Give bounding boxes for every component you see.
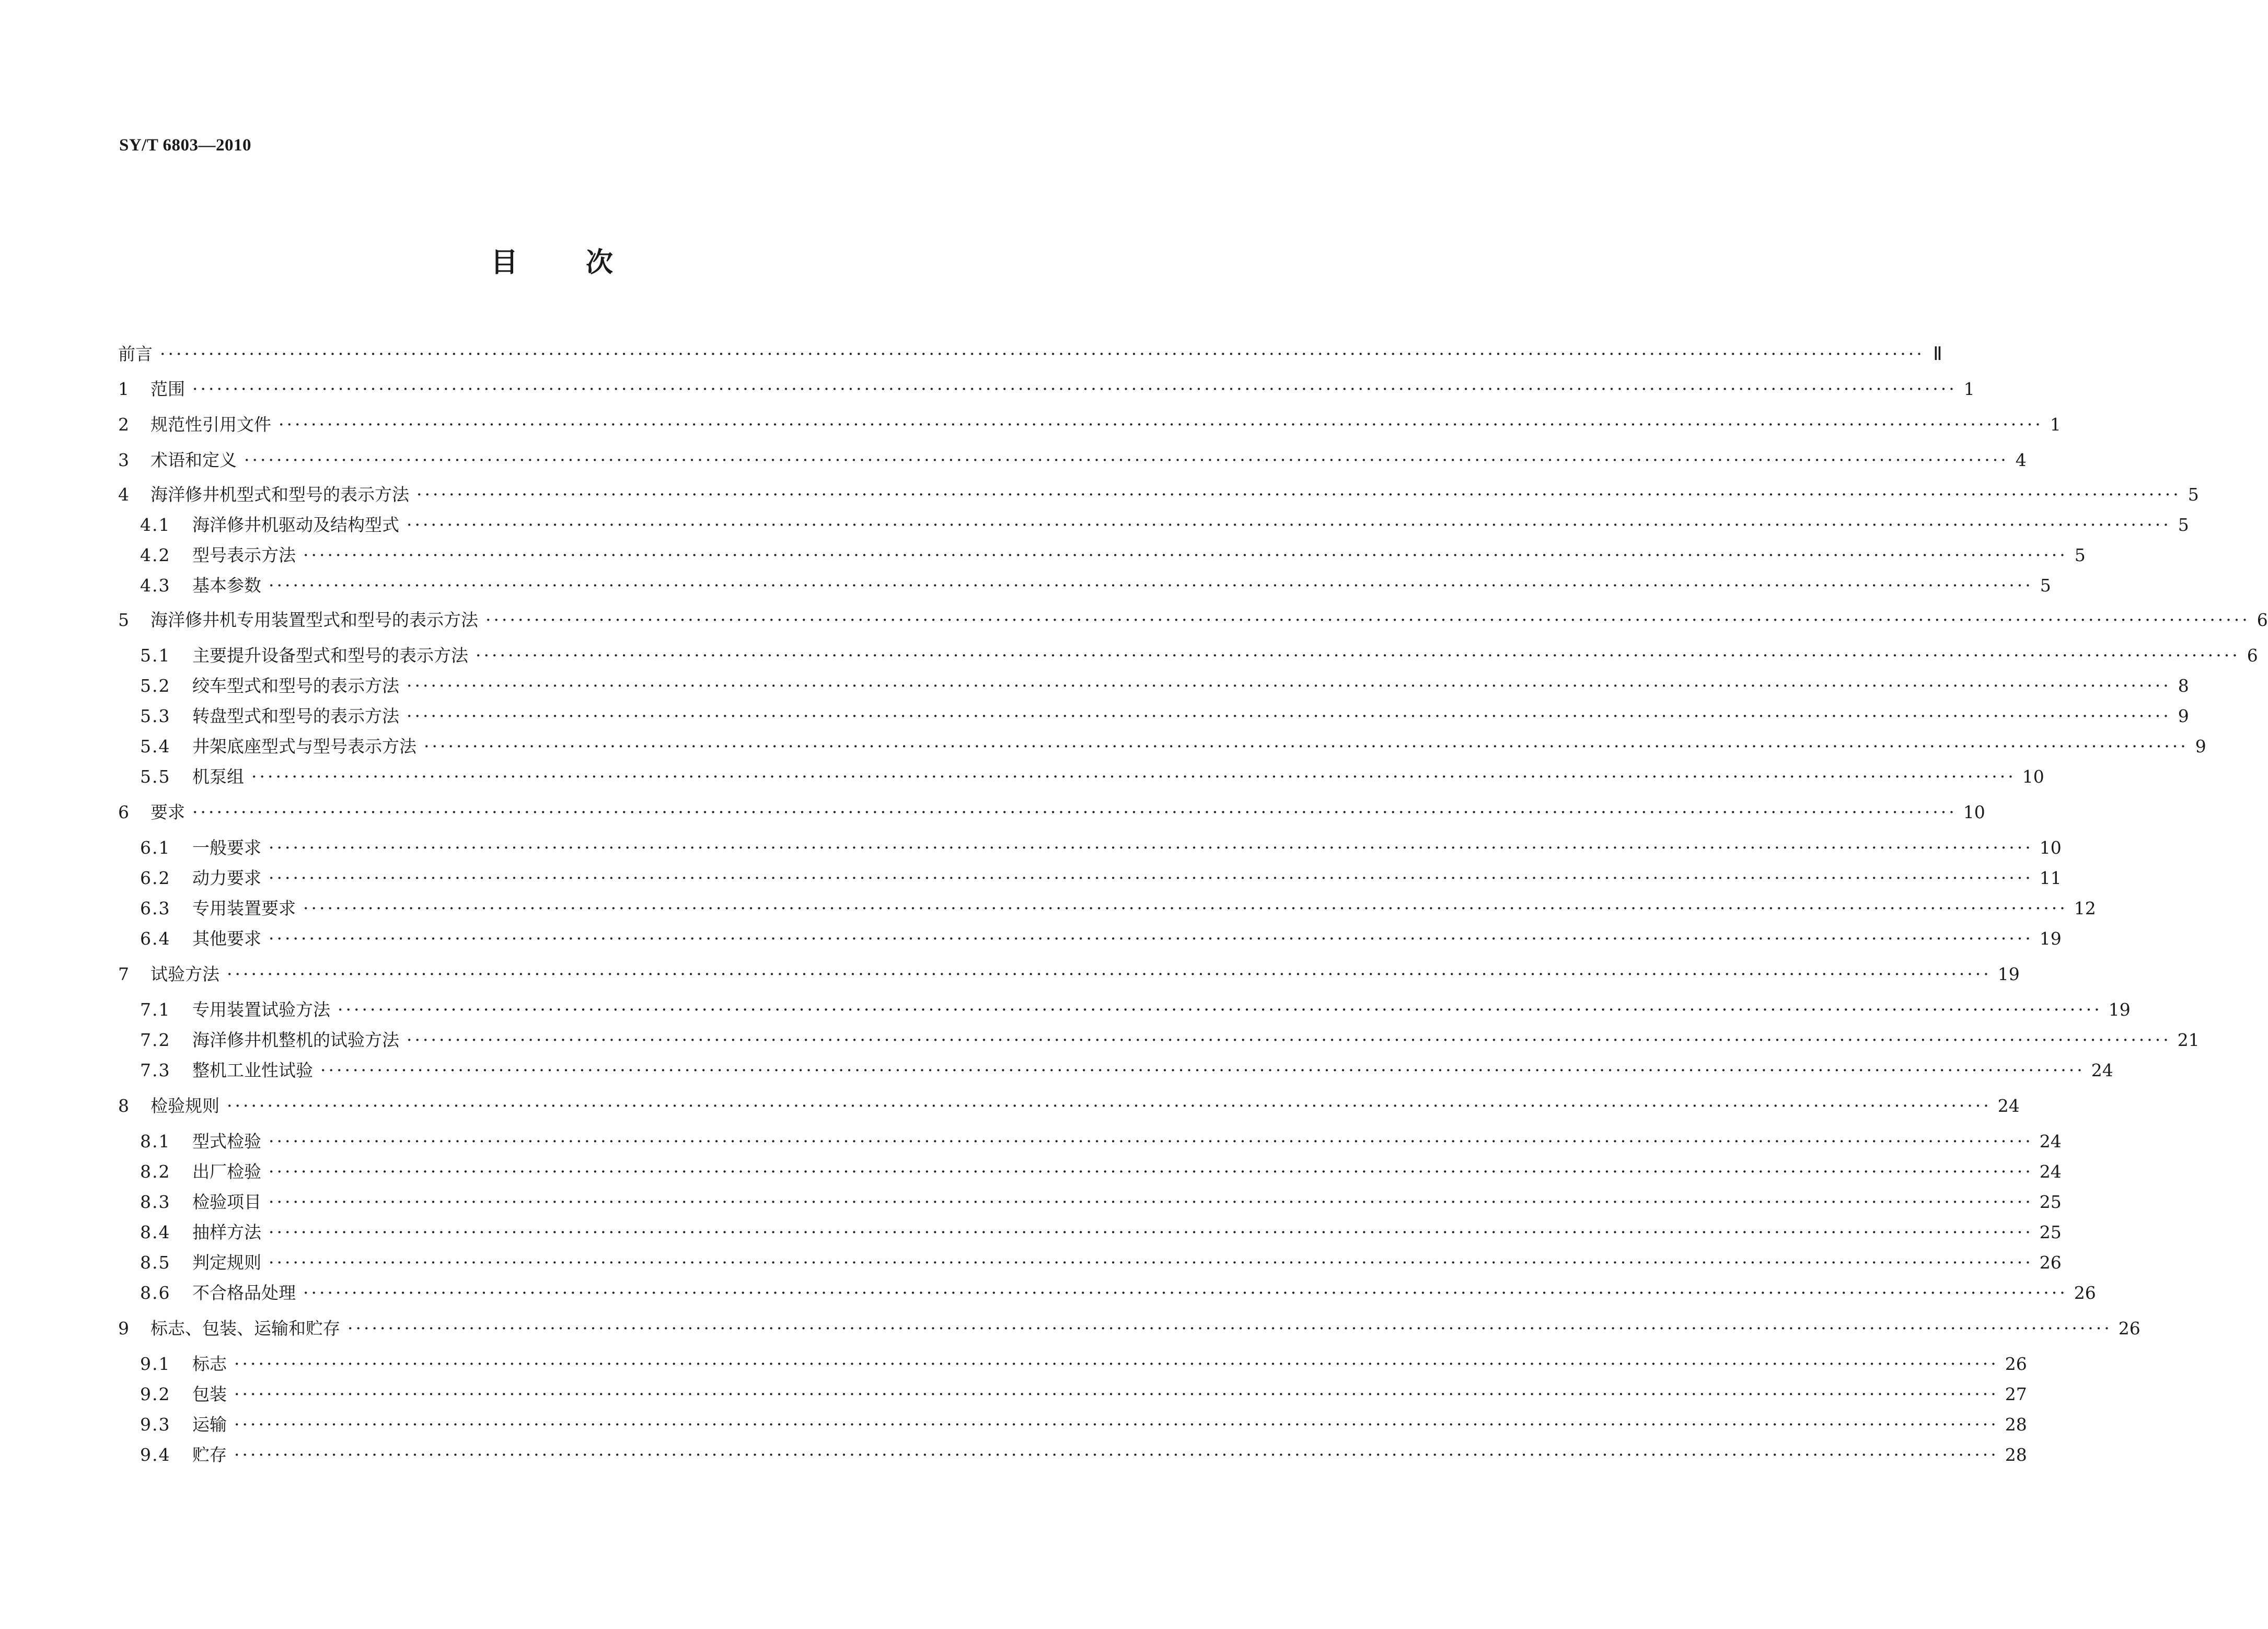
toc-entry-page: 25 — [2039, 1222, 2062, 1242]
toc-entry[interactable] — [118, 765, 2044, 788]
document-code: SY/T 6803—2010 — [119, 136, 252, 155]
toc-entry[interactable] — [118, 1191, 2062, 1214]
toc-entry-number: 5.1 — [140, 645, 171, 666]
toc-entry-number: 4 — [118, 484, 129, 505]
toc-entry-label: 专用装置要求 — [192, 898, 296, 918]
toc-entry-page: 1 — [1963, 379, 1975, 399]
toc-leader-dots: ·························································································································································································································· — [234, 1445, 1999, 1465]
toc-entry-page: 26 — [2074, 1283, 2096, 1303]
toc-entry-label: 包装 — [192, 1384, 227, 1404]
toc-entry-label: 标志、包装、运输和贮存 — [151, 1318, 340, 1339]
toc-entry-page: 5 — [2188, 484, 2199, 505]
toc-entry[interactable] — [118, 1282, 2096, 1305]
toc-entry[interactable] — [118, 1413, 2027, 1436]
toc-entry-page: 6 — [2257, 610, 2268, 630]
toc-entry-number: 7.2 — [140, 1030, 171, 1050]
toc-leader-dots: ·························································································································································································································· — [348, 1318, 2112, 1339]
toc-entry-label: 前言 — [118, 344, 153, 364]
toc-entry-label: 绞车型式和型号的表示方法 — [192, 676, 399, 696]
toc-entry-number: 6 — [118, 802, 129, 822]
toc-leader-dots: ·························································································································································································································· — [251, 766, 2016, 787]
toc-leader-dots: ·························································································································································································································· — [269, 1131, 2033, 1151]
toc-entry-page: 19 — [1997, 964, 2020, 984]
toc-entry-number: 9.3 — [140, 1414, 171, 1435]
toc-entry[interactable] — [118, 927, 2062, 950]
toc-leader-dots: ·························································································································································································································· — [192, 802, 1957, 822]
toc-leader-dots: ·························································································································································································································· — [269, 575, 2033, 596]
toc-leader-dots: ·························································································································································································································· — [320, 1060, 2085, 1080]
toc-entry-label: 抽样方法 — [192, 1222, 261, 1242]
toc-entry-number: 5 — [118, 610, 129, 630]
toc-entry[interactable] — [118, 1221, 2062, 1244]
toc-entry[interactable] — [118, 735, 2206, 758]
toc-entry[interactable] — [118, 644, 2258, 667]
toc-entry-label: 试验方法 — [151, 964, 219, 984]
toc-entry-number: 7.1 — [140, 999, 171, 1020]
toc-entry-page: 28 — [2005, 1445, 2027, 1465]
toc-entry-page: 24 — [2039, 1161, 2062, 1182]
toc-entry-number: 6.4 — [140, 928, 171, 949]
toc-entry[interactable] — [118, 342, 1942, 365]
toc-entry-page: 10 — [2022, 766, 2044, 787]
toc-leader-dots: ·························································································································································································································· — [485, 610, 2250, 630]
toc-entry-label: 运输 — [192, 1414, 227, 1435]
toc-entry-page: 24 — [1997, 1096, 2020, 1116]
toc-entry-number: 8.4 — [140, 1222, 171, 1242]
toc-entry-label: 转盘型式和型号的表示方法 — [192, 706, 399, 726]
toc-entry-label: 出厂检验 — [192, 1161, 261, 1182]
toc-entry-page: 28 — [2005, 1414, 2027, 1435]
toc-entry-page: 5 — [2074, 545, 2086, 565]
toc-leader-dots: ·························································································································································································································· — [407, 1030, 2171, 1050]
toc-entry-page: 5 — [2040, 575, 2051, 596]
toc-entry-page: 11 — [2039, 868, 2062, 888]
toc-entry-page: 12 — [2074, 898, 2096, 918]
toc-entry[interactable] — [118, 998, 2131, 1021]
toc-entry-label: 基本参数 — [192, 575, 261, 596]
toc-leader-dots: ·························································································································································································································· — [234, 1354, 1999, 1374]
toc-leader-dots: ·························································································································································································································· — [234, 1414, 1999, 1435]
toc-entry-label: 主要提升设备型式和型号的表示方法 — [192, 645, 468, 666]
toc-entry-number: 8.1 — [140, 1131, 171, 1151]
toc-entry-number: 9.1 — [140, 1354, 171, 1374]
toc-entry-page: 5 — [2178, 515, 2189, 535]
toc-entry-page: 27 — [2005, 1384, 2027, 1404]
toc-entry-number: 9.4 — [140, 1445, 171, 1465]
toc-entry-number: 8.5 — [140, 1252, 171, 1273]
toc-entry-label: 判定规则 — [192, 1252, 261, 1273]
toc-entry-page: 24 — [2091, 1060, 2113, 1080]
toc-entry-label: 整机工业性试验 — [192, 1060, 313, 1080]
toc-entry-page: 9 — [2178, 706, 2189, 726]
toc-entry-page: 9 — [2195, 736, 2206, 757]
toc-leader-dots: ·························································································································································································································· — [303, 545, 2068, 565]
toc-entry-label: 要求 — [151, 802, 185, 822]
toc-entry[interactable] — [118, 1317, 2140, 1340]
toc-leader-dots: ·························································································································································································································· — [269, 1192, 2033, 1212]
toc-entry-page: 19 — [2108, 999, 2131, 1020]
toc-leader-dots: ·························································································································································································································· — [269, 1252, 2033, 1273]
toc-title: 目次 — [490, 247, 681, 278]
toc-entry-page: 1 — [2050, 414, 2061, 435]
toc-entry-number: 3 — [118, 450, 129, 470]
toc-entry-page: 26 — [2039, 1252, 2062, 1273]
toc-entry[interactable] — [118, 963, 2020, 986]
toc-leader-dots: ·························································································································································································································· — [227, 1096, 1992, 1116]
toc-entry-label: 术语和定义 — [151, 450, 237, 470]
toc-entry-number: 9.2 — [140, 1384, 171, 1404]
toc-entry-page: 21 — [2177, 1030, 2200, 1050]
toc-entry-number: 8 — [118, 1096, 129, 1116]
toc-entry-page: 4 — [2015, 450, 2027, 470]
toc-entry-label: 机泵组 — [192, 766, 244, 787]
toc-entry-number: 5.2 — [140, 676, 171, 696]
toc-entry-label: 海洋修井机驱动及结构型式 — [192, 515, 399, 535]
toc-entry[interactable] — [118, 836, 2062, 859]
toc-entry-number: 8.2 — [140, 1161, 171, 1182]
toc-entry-page: 26 — [2005, 1354, 2027, 1374]
toc-entry[interactable] — [118, 1059, 2113, 1082]
toc-entry-label: 其他要求 — [192, 928, 261, 949]
toc-entry-page: Ⅱ — [1933, 343, 1942, 364]
toc-leader-dots: ·························································································································································································································· — [303, 1283, 2068, 1303]
toc-entry[interactable] — [118, 574, 2051, 597]
toc-entry-number: 5.5 — [140, 766, 171, 787]
toc-entry[interactable] — [118, 483, 2199, 506]
toc-entry[interactable] — [118, 1130, 2062, 1153]
toc-leader-dots: ·························································································································································································································· — [424, 736, 2189, 757]
toc-leader-dots: ·························································································································································································································· — [338, 999, 2102, 1020]
toc-entry-label: 范围 — [151, 379, 185, 399]
toc-entry[interactable] — [118, 674, 2189, 697]
toc-entry[interactable] — [118, 801, 1985, 824]
toc-entry-number: 4.1 — [140, 515, 171, 535]
toc-entry[interactable] — [118, 1444, 2027, 1467]
toc-leader-dots: ·························································································································································································································· — [269, 928, 2033, 949]
toc-entry-label: 专用装置试验方法 — [192, 999, 330, 1020]
toc-leader-dots: ·························································································································································································································· — [227, 964, 1992, 984]
toc-leader-dots: ·························································································································································································································· — [407, 706, 2171, 726]
toc-entry[interactable] — [118, 1095, 2020, 1118]
toc-entry-number: 8.6 — [140, 1283, 171, 1303]
toc-entry-label: 检验项目 — [192, 1192, 261, 1212]
toc-entry-number: 6.2 — [140, 868, 171, 888]
toc-entry[interactable] — [118, 1029, 2200, 1052]
toc-entry-number: 6.1 — [140, 837, 171, 858]
toc-entry[interactable] — [118, 544, 2086, 567]
toc-leader-dots: ·························································································································································································································· — [269, 1222, 2033, 1242]
toc-leader-dots: ·························································································································································································································· — [160, 344, 1925, 364]
toc-entry[interactable] — [118, 413, 2061, 436]
toc-entry[interactable] — [118, 705, 2189, 728]
toc-entry[interactable] — [118, 867, 2062, 890]
toc-leader-dots: ·························································································································································································································· — [407, 515, 2171, 535]
toc-entry-page: 26 — [2118, 1318, 2140, 1339]
toc-entry[interactable] — [118, 897, 2096, 920]
toc-entry[interactable] — [118, 378, 1975, 401]
toc-entry-page: 10 — [2039, 837, 2062, 858]
toc-entry-page: 24 — [2039, 1131, 2062, 1151]
toc-entry[interactable] — [118, 1160, 2062, 1183]
toc-entry[interactable] — [118, 1251, 2062, 1274]
toc-entry-number: 1 — [118, 379, 129, 399]
toc-entry-label: 不合格品处理 — [192, 1283, 296, 1303]
toc-leader-dots: ·························································································································································································································· — [303, 898, 2068, 918]
toc-leader-dots: ·························································································································································································································· — [244, 450, 2009, 470]
toc-entry-number: 9 — [118, 1318, 129, 1339]
toc-leader-dots: ·························································································································································································································· — [269, 837, 2033, 858]
toc-entry-number: 5.4 — [140, 736, 171, 757]
toc-entry-page: 10 — [1963, 802, 1985, 822]
toc-entry-page: 19 — [2039, 928, 2062, 949]
toc-entry-number: 7.3 — [140, 1060, 171, 1080]
toc-entry[interactable] — [118, 514, 2189, 537]
toc-entry-label: 海洋修井机专用装置型式和型号的表示方法 — [151, 610, 478, 630]
toc-entry-page: 8 — [2178, 676, 2189, 696]
toc-entry-label: 一般要求 — [192, 837, 261, 858]
toc-leader-dots: ·························································································································································································································· — [279, 414, 2043, 435]
toc-entry-label: 型式检验 — [192, 1131, 261, 1151]
toc-leader-dots: ·························································································································································································································· — [269, 868, 2033, 888]
toc-entry-label: 海洋修井机型式和型号的表示方法 — [151, 484, 409, 505]
toc-entry-label: 井架底座型式与型号表示方法 — [192, 736, 416, 757]
toc-entry[interactable] — [118, 449, 2027, 472]
toc-entry-number: 8.3 — [140, 1192, 171, 1212]
toc-entry-page: 6 — [2247, 645, 2258, 666]
toc-entry-number: 5.3 — [140, 706, 171, 726]
toc-entry-label: 型号表示方法 — [192, 545, 296, 565]
toc-leader-dots: ·························································································································································································································· — [476, 645, 2240, 666]
toc-entry-label: 检验规则 — [151, 1096, 219, 1116]
toc-leader-dots: ·························································································································································································································· — [269, 1161, 2033, 1182]
toc-entry[interactable] — [118, 609, 2268, 632]
toc-entry-label: 海洋修井机整机的试验方法 — [192, 1030, 399, 1050]
toc-entry-number: 4.2 — [140, 545, 171, 565]
toc-entry-label: 动力要求 — [192, 868, 261, 888]
toc-leader-dots: ·························································································································································································································· — [234, 1384, 1999, 1404]
toc-leader-dots: ·························································································································································································································· — [416, 484, 2181, 505]
toc-leader-dots: ·························································································································································································································· — [407, 676, 2171, 696]
toc-entry-number: 6.3 — [140, 898, 171, 918]
toc-entry[interactable] — [118, 1383, 2027, 1406]
toc-entry-label: 标志 — [192, 1354, 227, 1374]
toc-entry-number: 2 — [118, 414, 129, 435]
toc-entry-number: 4.3 — [140, 575, 171, 596]
toc-entry-label: 贮存 — [192, 1445, 227, 1465]
toc-leader-dots: ·························································································································································································································· — [192, 379, 1957, 399]
toc-entry-label: 规范性引用文件 — [151, 414, 271, 435]
toc-entry-number: 7 — [118, 964, 129, 984]
toc-entry-page: 25 — [2039, 1192, 2062, 1212]
toc-entry[interactable] — [118, 1353, 2027, 1376]
